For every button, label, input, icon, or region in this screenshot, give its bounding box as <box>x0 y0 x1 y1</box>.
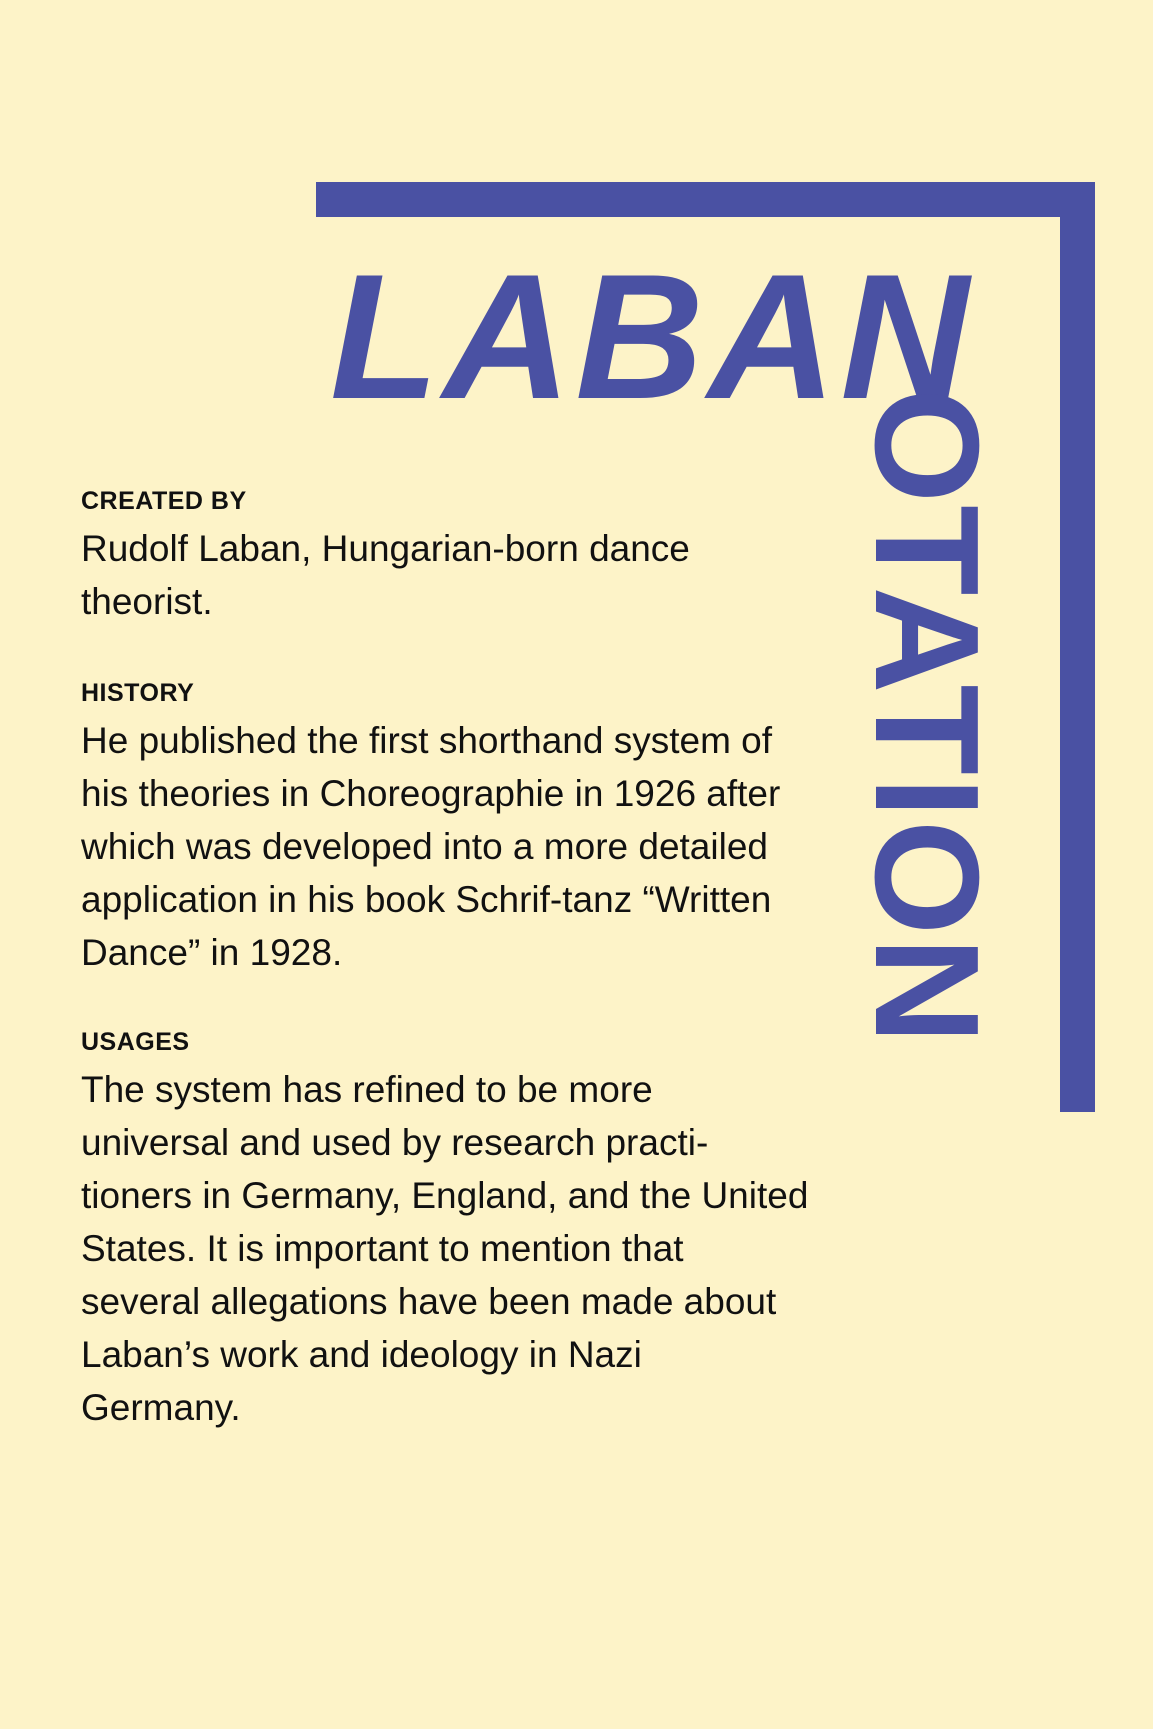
title-otation-vertical: OTATION <box>844 388 1009 1046</box>
section-label-history: HISTORY <box>81 679 195 707</box>
corner-bracket-top <box>316 182 1095 217</box>
section-label-created-by: CREATED BY <box>81 487 247 515</box>
corner-bracket-right <box>1060 182 1095 1112</box>
section-history <box>81 681 811 979</box>
title-laban: LABAN <box>330 237 973 436</box>
section-body-history: He published the first shorthand system of his theories in Choreographie in 1926 after which was developed into a more detailed application in his book Schrif-tanz “Written Dance” in 1928. <box>81 720 781 973</box>
section-created-by <box>81 489 811 628</box>
section-label-usages: USAGES <box>81 1028 190 1056</box>
section-body-created-by: Rudolf Laban, Hungarian-born dance theorist. <box>81 528 690 622</box>
section-usages <box>81 1030 811 1434</box>
section-body-usages: The system has refined to be more universal and used by research practi-tioners in Germany, England, and the United States. It is important to mention that several allegations have been made about Laban’s work and ideology in Nazi Germany. <box>81 1069 809 1428</box>
